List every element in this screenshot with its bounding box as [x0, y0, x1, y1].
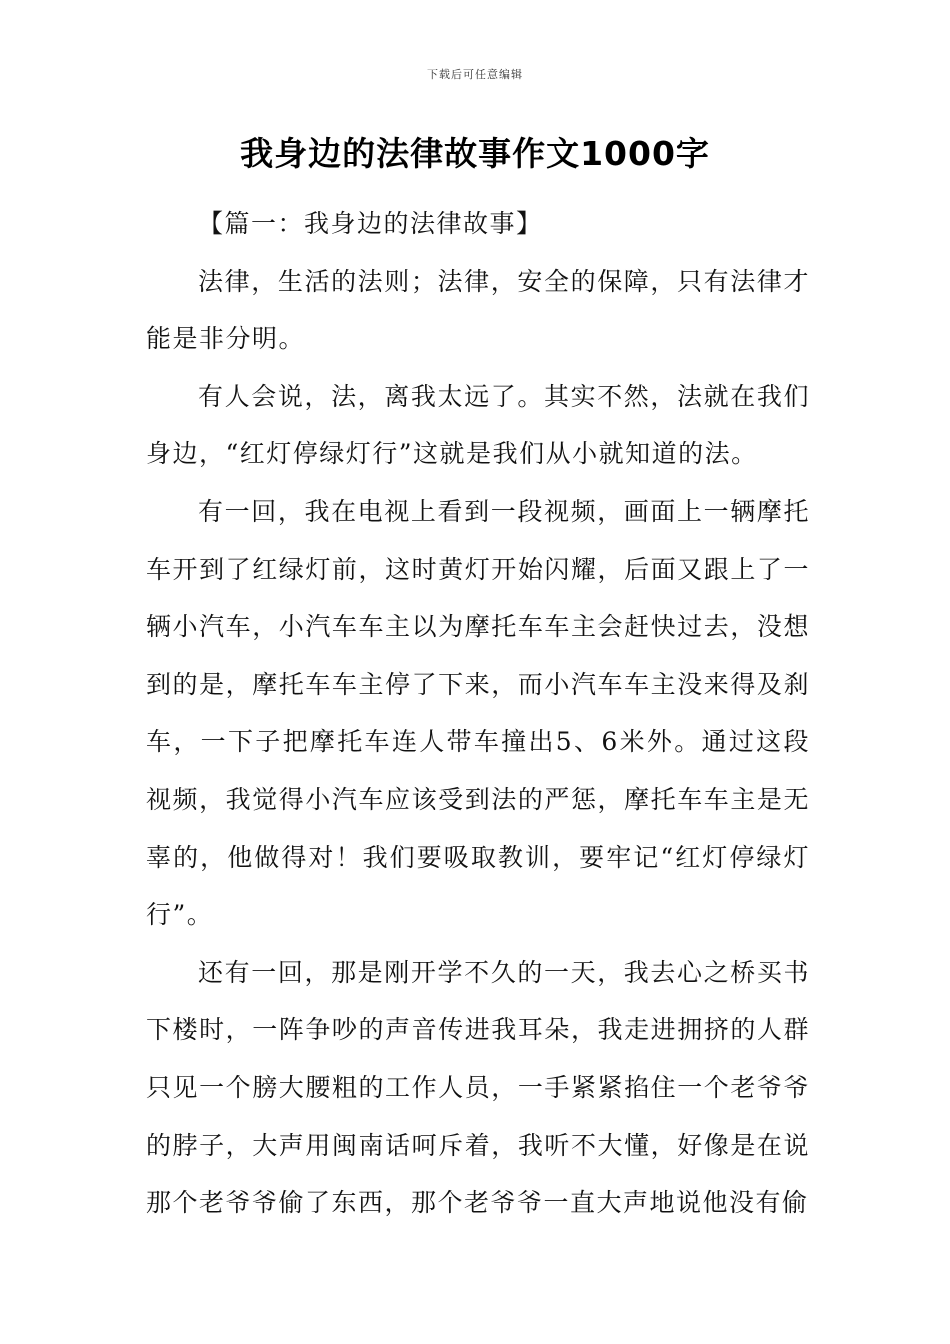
page-header-note: 下载后可任意编辑 — [427, 68, 523, 81]
paragraph-2: 有人会说，法，离我太远了。其实不然，法就在我们身边，“红灯停绿灯行”这就是我们从小就知道的法。 — [146, 381, 810, 469]
paragraph-3: 有一回，我在电视上看到一段视频，画面上一辆摩托车开到了红绿灯前，这时黄灯开始闪耀，后面又跟上了一辆小汽车，小汽车车主以为摩托车车主会赶快过去，没想到的是，摩托车车主停了下来，而小汽车车主没来得及刹车，一下子把摩托车连人带车撞出5、6米外。通过这段视频，我觉得小汽车应该受到法的严惩，摩托车车主是无辜的，他做得对！我们要吸取教训，要牢记“红灯停绿灯行”。 — [146, 496, 810, 930]
paragraph-4: 还有一回，那是刚开学不久的一天，我去心之桥买书下楼时，一阵争吵的声音传进我耳朵，我走进拥挤的人群只见一个膀大腰粗的工作人员，一手紧紧掐住一个老爷爷的脖子，大声用闽南话呵斥着，我听不大懂，好像是在说那个老爷爷偷了东西，那个老爷爷一直大声地说他没有偷 — [146, 957, 810, 1218]
section-heading: 【篇一：我身边的法律故事】 — [198, 209, 543, 238]
document-title: 我身边的法律故事作文1000字 — [240, 134, 710, 173]
paragraph-1: 法律，生活的法则；法律，安全的保障，只有法律才能是非分明。 — [146, 266, 810, 354]
document-body — [146, 195, 810, 1232]
